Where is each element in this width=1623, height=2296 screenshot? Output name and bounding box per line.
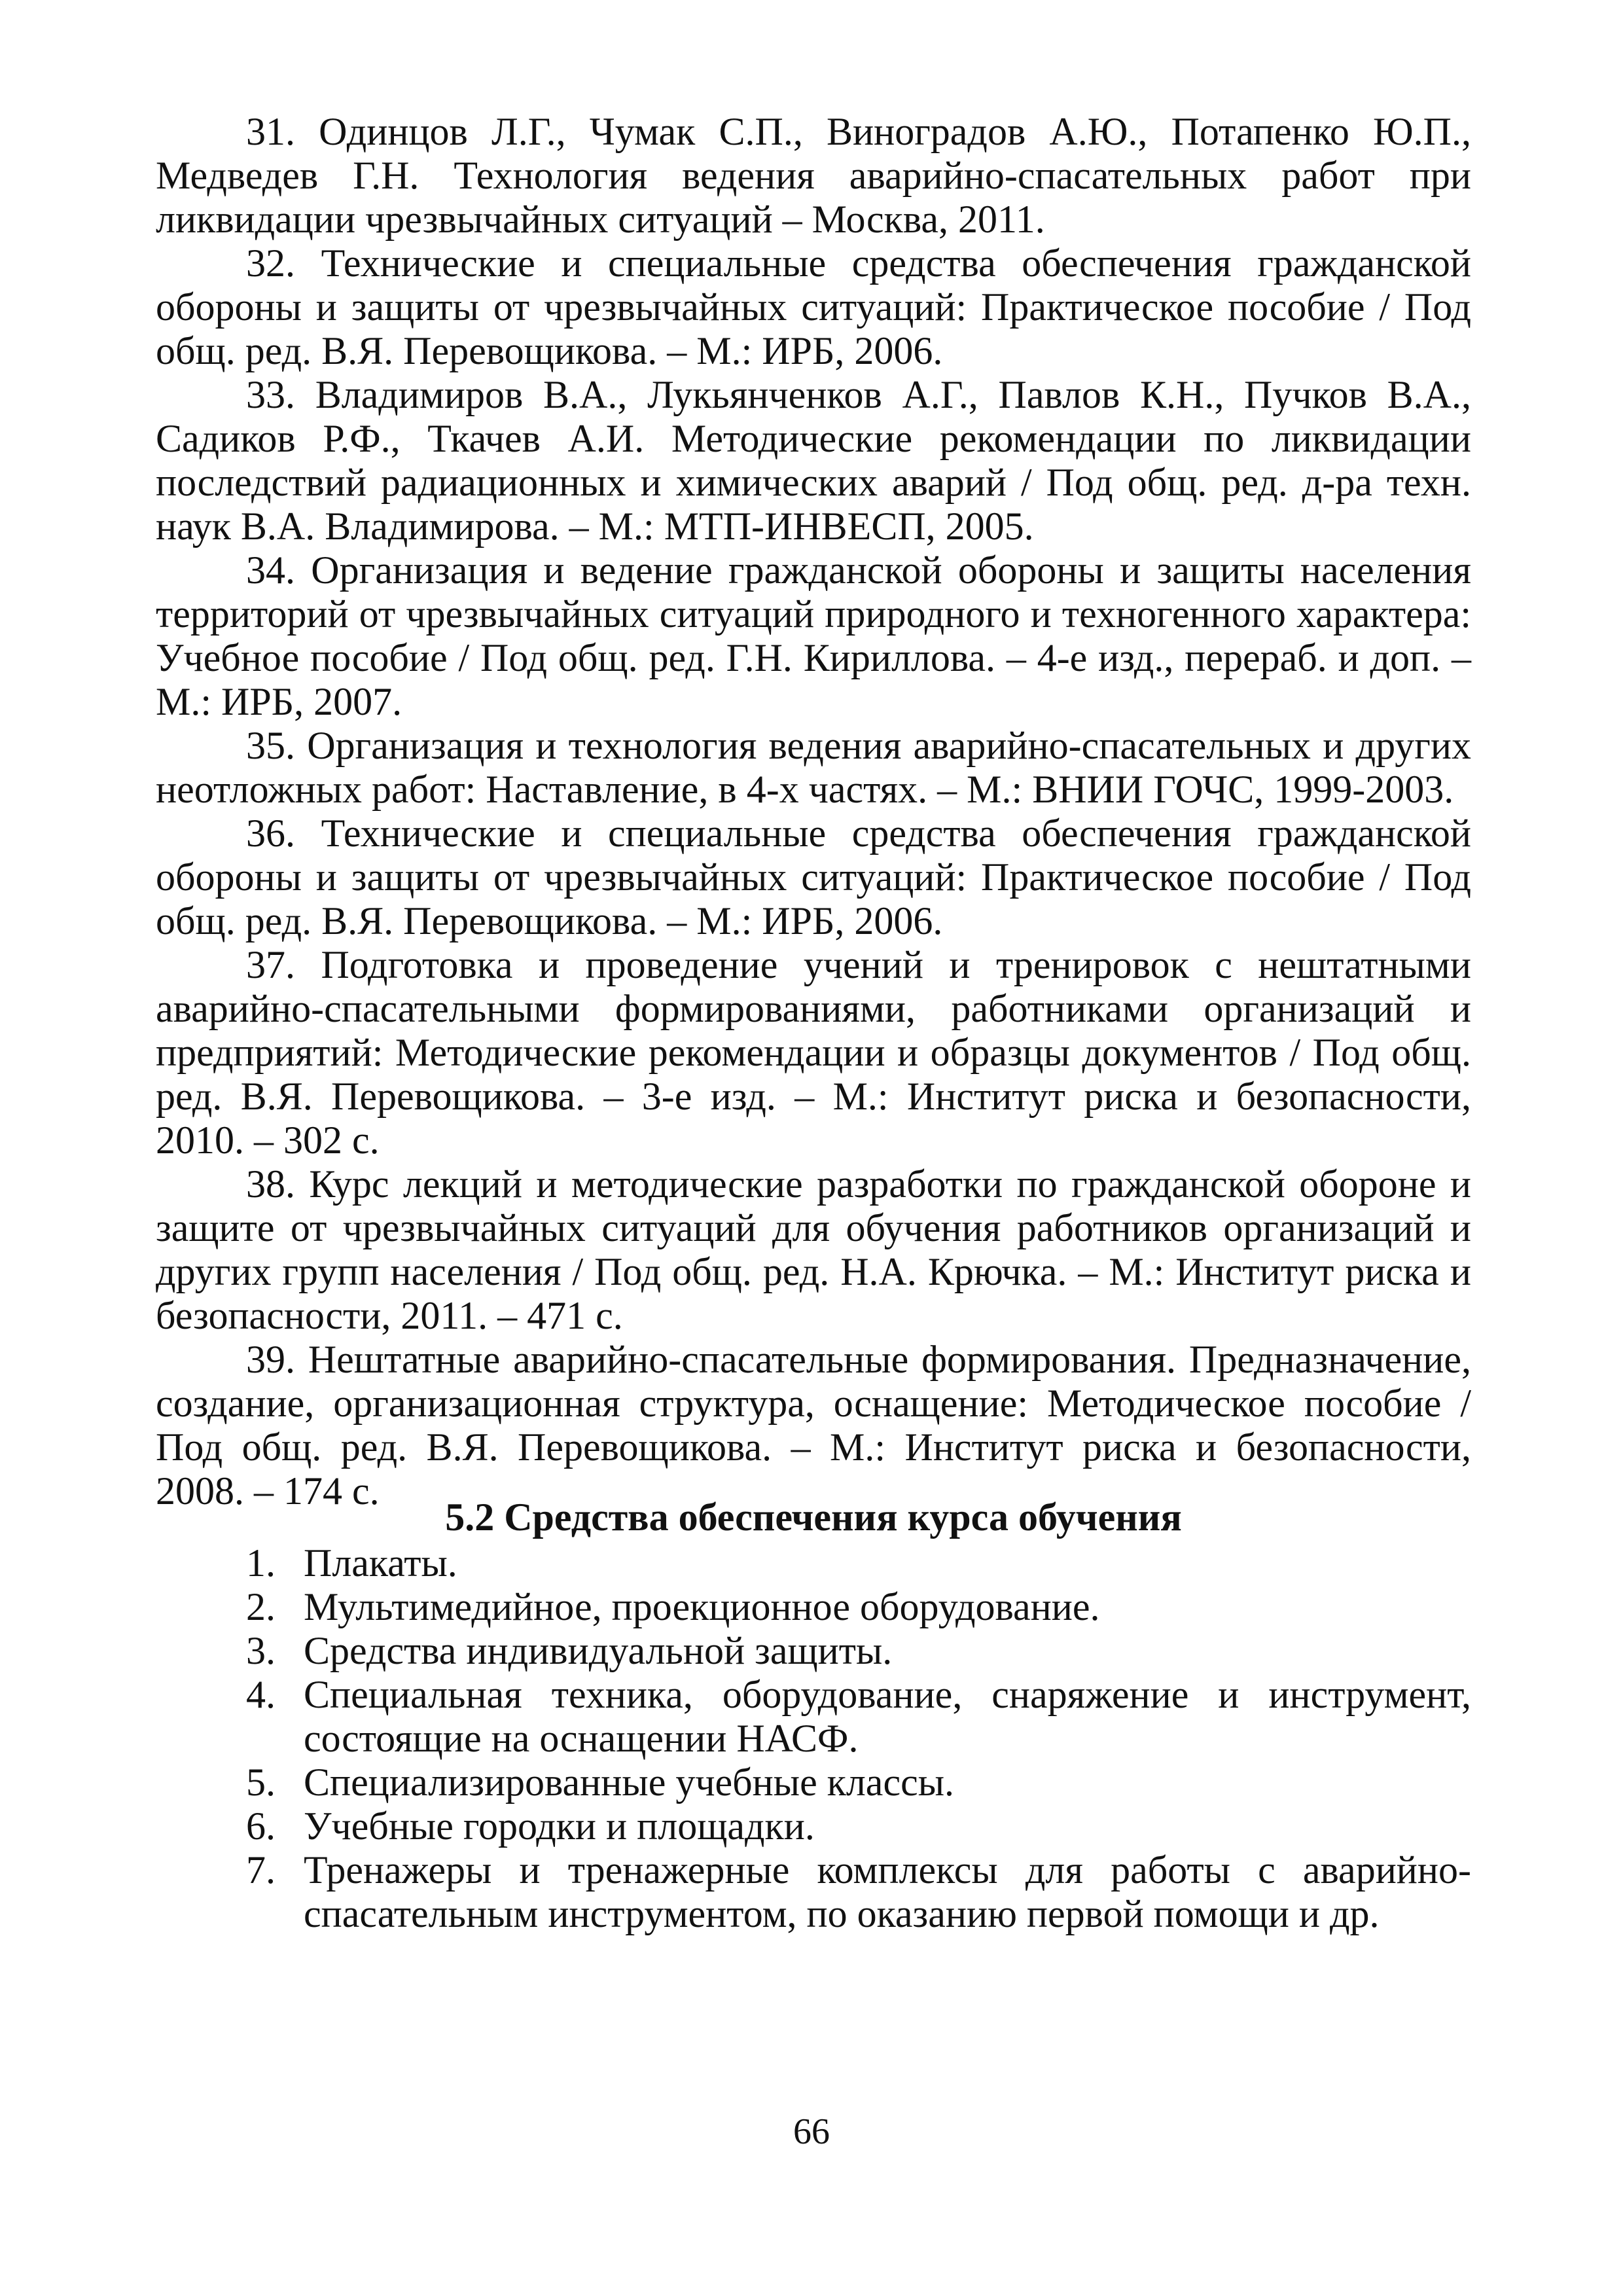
list-item (156, 1761, 1471, 1804)
reference-number: 32. (246, 242, 295, 285)
reference-list (156, 110, 1471, 1513)
list-item-text: Учебные городки и площадки. (304, 1804, 815, 1848)
reference-item (156, 1338, 1471, 1513)
reference-number: 37. (246, 943, 295, 986)
list-item-number: 1. (246, 1541, 276, 1585)
list-item (156, 1585, 1471, 1629)
list-item-text: Специальная техника, оборудование, снаряжение и инструмент, состоящие на оснащении НАСФ. (304, 1673, 1471, 1760)
list-item-text: Мультимедийное, проекционное оборудование. (304, 1585, 1100, 1628)
reference-number: 39. (246, 1338, 295, 1381)
list-item (156, 1629, 1471, 1673)
reference-text: Нештатные аварийно-спасательные формирования. Предназначение, создание, организационная структура, оснащение: Методическое пособие / Под общ. ред. В.Я. Перевощикова. – М.: Институт риска и безопасности, 2008. – 174 с. (156, 1338, 1472, 1513)
reference-text: Технические и специальные средства обеспечения гражданской обороны и защиты от чрезвычайных ситуаций: Практическое пособие / Под общ. ред. В.Я. Перевощикова. – М.: ИРБ, 2006. (156, 242, 1471, 372)
reference-number: 38. (246, 1162, 295, 1206)
training-means-list (156, 1541, 1471, 1936)
list-item-number: 7. (246, 1848, 276, 1892)
reference-item (156, 242, 1471, 373)
reference-item (156, 943, 1471, 1162)
section-heading: 5.2 Средства обеспечения курса обучения (445, 1496, 1182, 1539)
reference-text: Владимиров В.А., Лукьянченков А.Г., Павлов К.Н., Пучков В.А., Садиков Р.Ф., Ткачев А.И. Методические рекомендации по ликвидации последствий радиационных и химических аварий / Под общ. ред. д-ра техн. наук В.А. Владимирова. – М.: МТП-ИНВЕСП, 2005. (156, 373, 1471, 548)
page-number: 66 (793, 2111, 830, 2152)
reference-number: 31. (246, 110, 295, 153)
reference-text: Одинцов Л.Г., Чумак С.П., Виноградов А.Ю., Потапенко Ю.П., Медведев Г.Н. Технология ведения аварийно-спасательных работ при ликвидации чрезвычайных ситуаций – Москва, 2011. (156, 110, 1472, 241)
reference-number: 36. (246, 812, 295, 855)
list-item (156, 1541, 1471, 1585)
reference-item (156, 110, 1471, 242)
reference-item (156, 373, 1471, 548)
reference-text: Курс лекций и методические разработки по гражданской обороне и защите от чрезвычайных ситуаций для обучения работников организаций и других групп населения / Под общ. ред. Н.А. Крючка. – М.: Институт риска и безопасности, 2011. – 471 с. (156, 1162, 1472, 1337)
list-item-text: Тренажеры и тренажерные комплексы для работы с аварийно-спасательным инструментом, по оказанию первой помощи и др. (304, 1848, 1471, 1935)
list-item-number: 4. (246, 1673, 276, 1716)
list-item-text: Плакаты. (304, 1541, 457, 1585)
reference-number: 34. (246, 548, 295, 592)
reference-number: 33. (246, 373, 295, 416)
reference-item (156, 724, 1471, 812)
reference-item (156, 1162, 1471, 1338)
reference-item (156, 812, 1471, 943)
list-item-number: 2. (246, 1585, 276, 1628)
reference-text: Подготовка и проведение учений и тренировок с нештатными аварийно-спасательными формированиями, работниками организаций и предприятий: Методические рекомендации и образцы документов / Под общ. ред. В.Я. Перевощикова. – 3-е изд. – М.: Институт риска и безопасности, 2010. – 302 с. (156, 943, 1472, 1162)
reference-item (156, 548, 1471, 724)
list-item (156, 1673, 1471, 1761)
list-item-text: Специализированные учебные классы. (304, 1761, 955, 1804)
list-item-text: Средства индивидуальной защиты. (304, 1629, 893, 1672)
list-item-number: 3. (246, 1629, 276, 1672)
reference-text: Технические и специальные средства обеспечения гражданской обороны и защиты от чрезвычайных ситуаций: Практическое пособие / Под общ. ред. В.Я. Перевощикова. – М.: ИРБ, 2006. (156, 812, 1471, 942)
list-item-number: 5. (246, 1761, 276, 1804)
list-item-number: 6. (246, 1804, 276, 1848)
list-item (156, 1804, 1471, 1848)
reference-number: 35. (246, 724, 295, 767)
list-item (156, 1848, 1471, 1936)
reference-text: Организация и технология ведения аварийно-спасательных и других неотложных работ: Наставление, в 4-х частях. – М.: ВНИИ ГОЧС, 1999-2003. (156, 724, 1472, 811)
reference-text: Организация и ведение гражданской обороны и защиты населения территорий от чрезвычайных ситуаций природного и техногенного характера: Учебное пособие / Под общ. ред. Г.Н. Кириллова. – 4-е изд., перераб. и доп. – М.: ИРБ, 2007. (156, 548, 1471, 723)
